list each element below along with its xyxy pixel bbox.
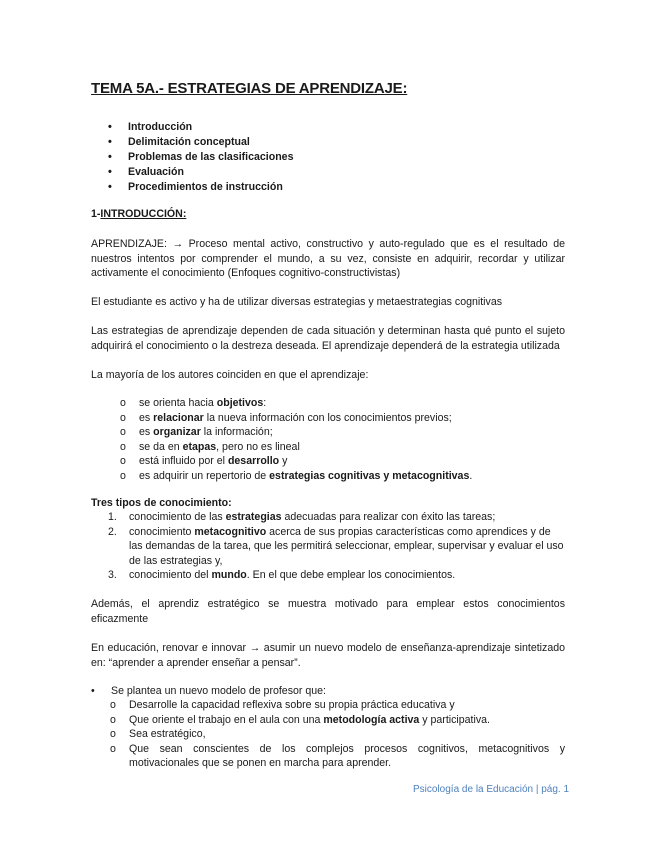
aprendizaje-list bbox=[120, 396, 472, 484]
list-item: o Sea estratégico, bbox=[110, 727, 565, 742]
paragraph-educacion: En educación, renovar e innovar → asumir un nuevo modelo de enseñanza-aprendizaje sintetizado en: “aprender a aprender enseñar a pensar”. bbox=[91, 642, 565, 669]
list-item: o es organizar la información; bbox=[120, 425, 472, 440]
item-number: 3. bbox=[108, 569, 117, 582]
item-number: 2. bbox=[108, 525, 117, 538]
toc-item: • Problemas de las clasificaciones bbox=[108, 150, 293, 165]
paragraph-estrategias: Las estrategias de aprendizaje dependen de cada situación y determinan hasta qué punto el sujeto adquirirá el conocimiento o la destreza deseada. El aprendizaje dependerá de la estrategia utilizada bbox=[91, 325, 565, 352]
tipos-list bbox=[108, 510, 565, 583]
list-item: o Desarrolle la capacidad reflexiva sobre su propia práctica educativa y bbox=[110, 698, 565, 713]
toc-item: • Evaluación bbox=[108, 165, 293, 180]
list-item: o Que sean conscientes de los complejos procesos cognitivos, metacognitivos y motivacionales que se ponen en marcha para aprender. bbox=[110, 742, 565, 771]
list-item: 2. conocimiento metacognitivo acerca de sus propias características como aprendices y de las demandas de la tarea, que les permitirá seleccionar, emplear, supervisar y evaluar el uso de las estrategias y, bbox=[108, 525, 564, 567]
item-number: 1. bbox=[108, 511, 117, 523]
list-item: o es adquirir un repertorio de estrategias cognitivas y metacognitivas. bbox=[120, 469, 472, 484]
section-title: INTRODUCCIÓN: bbox=[100, 208, 187, 220]
list-item: o se orienta hacia objetivos: bbox=[120, 396, 472, 411]
profesor-list bbox=[110, 698, 565, 771]
section-number: 1- bbox=[91, 208, 101, 220]
paragraph-estudiante: El estudiante es activo y ha de utilizar diversas estrategias y metaestrategias cognitivas bbox=[91, 296, 503, 308]
tipos-heading: Tres tipos de conocimiento: bbox=[91, 497, 232, 509]
section-heading bbox=[91, 208, 186, 220]
paragraph-mayoria: La mayoría de los autores coinciden en que el aprendizaje: bbox=[91, 369, 369, 381]
list-item: o Que oriente el trabajo en el aula con una metodología activa y participativa. bbox=[110, 713, 565, 728]
paragraph-ademas: Además, el aprendiz estratégico se muestra motivado para emplear estos conocimientos eficazmente bbox=[91, 598, 565, 625]
list-item: o está influido por el desarrollo y bbox=[120, 454, 472, 469]
toc-item: • Procedimientos de instrucción bbox=[108, 180, 293, 195]
table-of-contents bbox=[108, 120, 293, 195]
list-item: 1. conocimiento de las estrategias adecuadas para realizar con éxito las tareas; bbox=[108, 511, 496, 523]
page-footer: Psicología de la Educación | pág. 1 bbox=[413, 784, 570, 795]
profesor-intro: • Se plantea un nuevo modelo de profesor que: bbox=[91, 684, 326, 699]
list-item: 3. conocimiento del mundo. En el que debe emplear los conocimientos. bbox=[108, 569, 456, 582]
toc-item: • Introducción bbox=[108, 120, 293, 135]
paragraph-aprendizaje: APRENDIZAJE: → Proceso mental activo, constructivo y auto-regulado que es el resultado de nuestros intentos por comprender el mundo, a su vez, consiste en adquirir, recordar y utilizar activamente el conocimiento (Enfoques cognitivo-constructivistas) bbox=[91, 238, 565, 280]
page-title: TEMA 5A.- ESTRATEGIAS DE APRENDIZAJE: bbox=[91, 80, 408, 97]
toc-item: • Delimitación conceptual bbox=[108, 135, 293, 150]
list-item: o se da en etapas, pero no es lineal bbox=[120, 440, 472, 455]
list-item: o es relacionar la nueva información con los conocimientos previos; bbox=[120, 411, 472, 426]
